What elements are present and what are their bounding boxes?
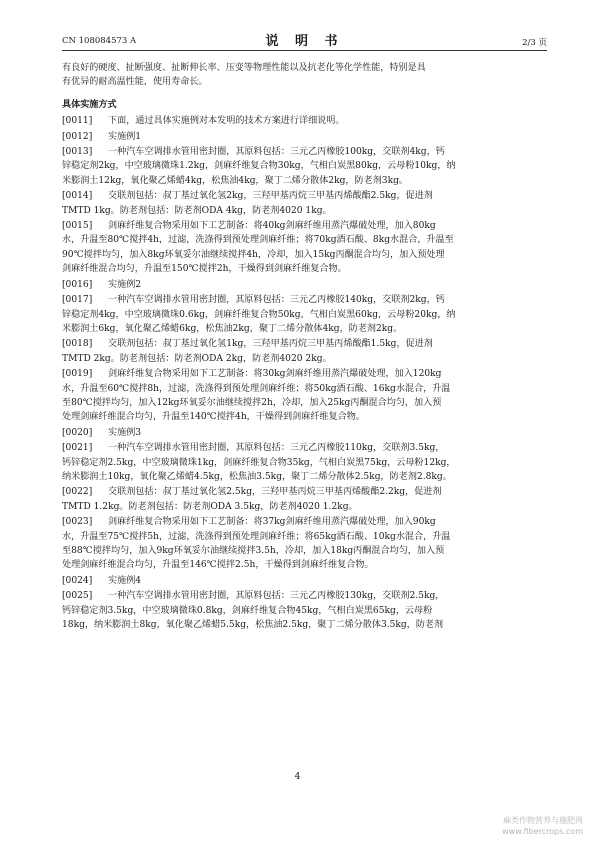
paragraph-number: [0017] [62,295,93,306]
paragraph-line: 处理剑麻纤维混合均匀，升温至146℃搅拌2.5h，干燥得到剑麻纤维复合物。 [62,560,374,571]
paragraph-line: 18kg，纳米膨润土8kg，氧化聚乙烯蜡5.5kg，松焦油2.5kg，聚丁二烯分散体3.5kg，防老剂 [62,620,444,631]
page-number: 4 [294,772,301,782]
paragraph-line: 剑麻纤维复合物采用如下工艺制备：将40kg剑麻纤维用蒸汽爆破处理，加入80kg [108,221,436,232]
paragraph-line: 钙锌稳定剂3.5kg，中空玻璃微珠0.8kg，剑麻纤维复合物45kg，气相白炭黑65kg，云母粉 [62,605,433,616]
paragraph-line: 交联剂包括：叔丁基过氧化氢2kg，三羟甲基丙烷三甲基丙烯酸酯2.5kg，促进剂 [108,191,433,202]
paragraph [62,367,547,425]
paragraph-line: 水，升温至75℃搅拌5h，过滤，洗涤得到预处理剑麻纤维；将65kg酒石酸、10kg水混合，升温 [62,531,451,542]
paragraph-line: TMTD 2kg。防老剂包括：防老剂ODA 2kg，防老剂4020 2kg。 [62,353,332,364]
paragraph [62,515,547,573]
paragraph-line: 水，升温至80℃搅拌4h，过滤，洗涤得到预处理剑麻纤维；将70kg酒石酸、8kg水混合，升温至 [62,235,454,246]
paragraph-line: 90℃搅拌均匀，加入8kg环氧妥尔油继续搅拌4h，冷却，加入15kg丙酮混合均匀，加入预处理 [62,249,445,260]
paragraph-line: 米膨润土12kg，氧化聚乙烯蜡4kg，松焦油4kg，聚丁二烯分散体2kg，防老剂3kg。 [62,175,408,186]
paragraph-number: [0019] [62,369,93,380]
paragraph-line: 实施例4 [108,575,142,586]
paragraph-line: 交联剂包括：叔丁基过氧化氢1kg，三羟甲基丙烷三甲基丙烯酸酯1.5kg，促进剂 [108,339,433,350]
paragraph [62,426,547,440]
paragraph [62,574,547,588]
paragraph [62,278,547,292]
page-indicator: 2/3 页 [522,38,547,48]
paragraph-number: [0018] [62,339,93,350]
paragraph-line: 一种汽车空调排水管用密封圈，其原料包括：三元乙丙橡胶100kg，交联剂4kg，钙 [108,147,445,158]
paragraph-line: 实施例1 [108,131,142,142]
paragraph [62,114,547,128]
section-title: 具体实施方式 [62,98,117,110]
paragraph-number: [0025] [62,591,93,602]
paragraph-line: 至88℃搅拌均匀，加入9kg环氧妥尔油继续搅拌3.5h，冷却，加入18kg丙酮混合均匀，加入预 [62,546,445,556]
paragraph-number: [0013] [62,147,93,158]
paragraph-number: [0024] [62,575,93,586]
paragraph-line: 纳米膨润土10kg，氧化聚乙烯蜡4.5kg，松焦油3.5kg，聚丁二烯分散体2.5kg，防老剂2.8kg。 [62,471,452,482]
page-title: 说 明 书 [265,34,344,49]
document-body [62,61,547,633]
page-header [62,28,547,51]
paragraph-line: TMTD 1.2kg。防老剂包括：防老剂ODA 3.5kg，防老剂4020 1.2kg。 [62,501,358,512]
paragraph-number: [0021] [62,443,93,454]
paragraph [62,293,547,336]
paragraph [62,189,547,218]
paragraph-line: 剑麻纤维复合物采用如下工艺制备：将37kg剑麻纤维用蒸汽爆破处理，加入90kg [108,517,436,528]
paragraph-line: 一种汽车空调排水管用密封圈，其原料包括：三元乙丙橡胶110kg，交联剂3.5kg， [108,443,445,454]
paragraph [62,145,547,188]
paragraph [62,337,547,366]
paragraph-line: 交联剂包括：叔丁基过氧化氢2.5kg，三羟甲基丙烷三甲基丙烯酸酯2.2kg，促进剂 [108,487,442,498]
paragraph-number: [0016] [62,279,93,290]
paragraph-list [62,114,547,632]
paragraph-line: TMTD 1kg。防老剂包括：防老剂ODA 4kg，防老剂4020 1kg。 [62,205,332,216]
watermark [502,815,583,837]
paragraph-line: 剑麻纤维复合物采用如下工艺制备：将30kg剑麻纤维用蒸汽爆破处理，加入120kg [108,369,442,380]
paragraph [62,441,547,484]
intro-line: 有优异的耐高温性能，使用寿命长。 [62,77,208,88]
paragraph-number: [0015] [62,221,93,232]
paragraph-number: [0014] [62,191,93,202]
paragraph-number: [0022] [62,487,93,498]
watermark-line: 麻类作物营养与施肥网 [503,816,583,825]
paragraph-number: [0011] [62,116,93,127]
paragraph-number: [0020] [62,427,93,438]
paragraph-line: 处理剑麻纤维混合均匀，升温至140℃搅拌4h，干燥得到剑麻纤维复合物。 [62,412,365,423]
paragraph-line: 锌稳定剂4kg，中空玻璃微珠0.6kg，剑麻纤维复合物50kg，气相白炭黑60kg，云母粉20kg，纳 [62,309,456,320]
paragraph [62,130,547,144]
paragraph-number: [0023] [62,517,93,528]
paragraph-line: 下面，通过具体实施例对本发明的技术方案进行详细说明。 [108,116,345,127]
paragraph [62,485,547,514]
paragraph-line: 至80℃搅拌均匀，加入12kg环氧妥尔油继续搅拌2h，冷却，加入25kg丙酮混合均匀，加入预 [62,397,442,408]
paragraph [62,219,547,277]
doc-number: CN 108084573 A [62,36,137,46]
paragraph-line: 米膨润土6kg，氧化聚乙烯蜡6kg，松焦油2kg，聚丁二烯分散体4kg，防老剂2kg。 [62,323,403,334]
paragraph-line: 一种汽车空调排水管用密封圈，其原料包括：三元乙丙橡胶140kg，交联剂2kg，钙 [108,295,445,306]
paragraph-line: 钙锌稳定剂2.5kg，中空玻璃微珠1kg，剑麻纤维复合物35kg，气相白炭黑75kg，云母粉12kg， [62,457,456,468]
paragraph-line: 水，升温至60℃搅拌8h，过滤，洗涤得到预处理剑麻纤维；将50kg酒石酸、16kg水混合，升温 [62,383,451,394]
paragraph-line: 实施例3 [108,427,142,438]
paragraph-number: [0012] [62,131,93,142]
paragraph-line: 剑麻纤维混合均匀，升温至150℃搅拌2h，干燥得到剑麻纤维复合物。 [62,264,347,275]
intro-line: 有良好的硬度、扯断强度、扯断伸长率、压变等物理性能以及抗老化等化学性能，特别是具 [62,63,426,73]
paragraph-line: 锌稳定剂2kg，中空玻璃微珠1.2kg，剑麻纤维复合物30kg，气相白炭黑80kg，云母粉10kg，纳 [62,161,456,172]
paragraph [62,589,547,632]
watermark-line: www.fibercrops.com [502,827,583,836]
paragraph-line: 实施例2 [108,279,142,290]
paragraph-line: 一种汽车空调排水管用密封圈，其原料包括：三元乙丙橡胶130kg，交联剂2.5kg， [108,591,445,602]
